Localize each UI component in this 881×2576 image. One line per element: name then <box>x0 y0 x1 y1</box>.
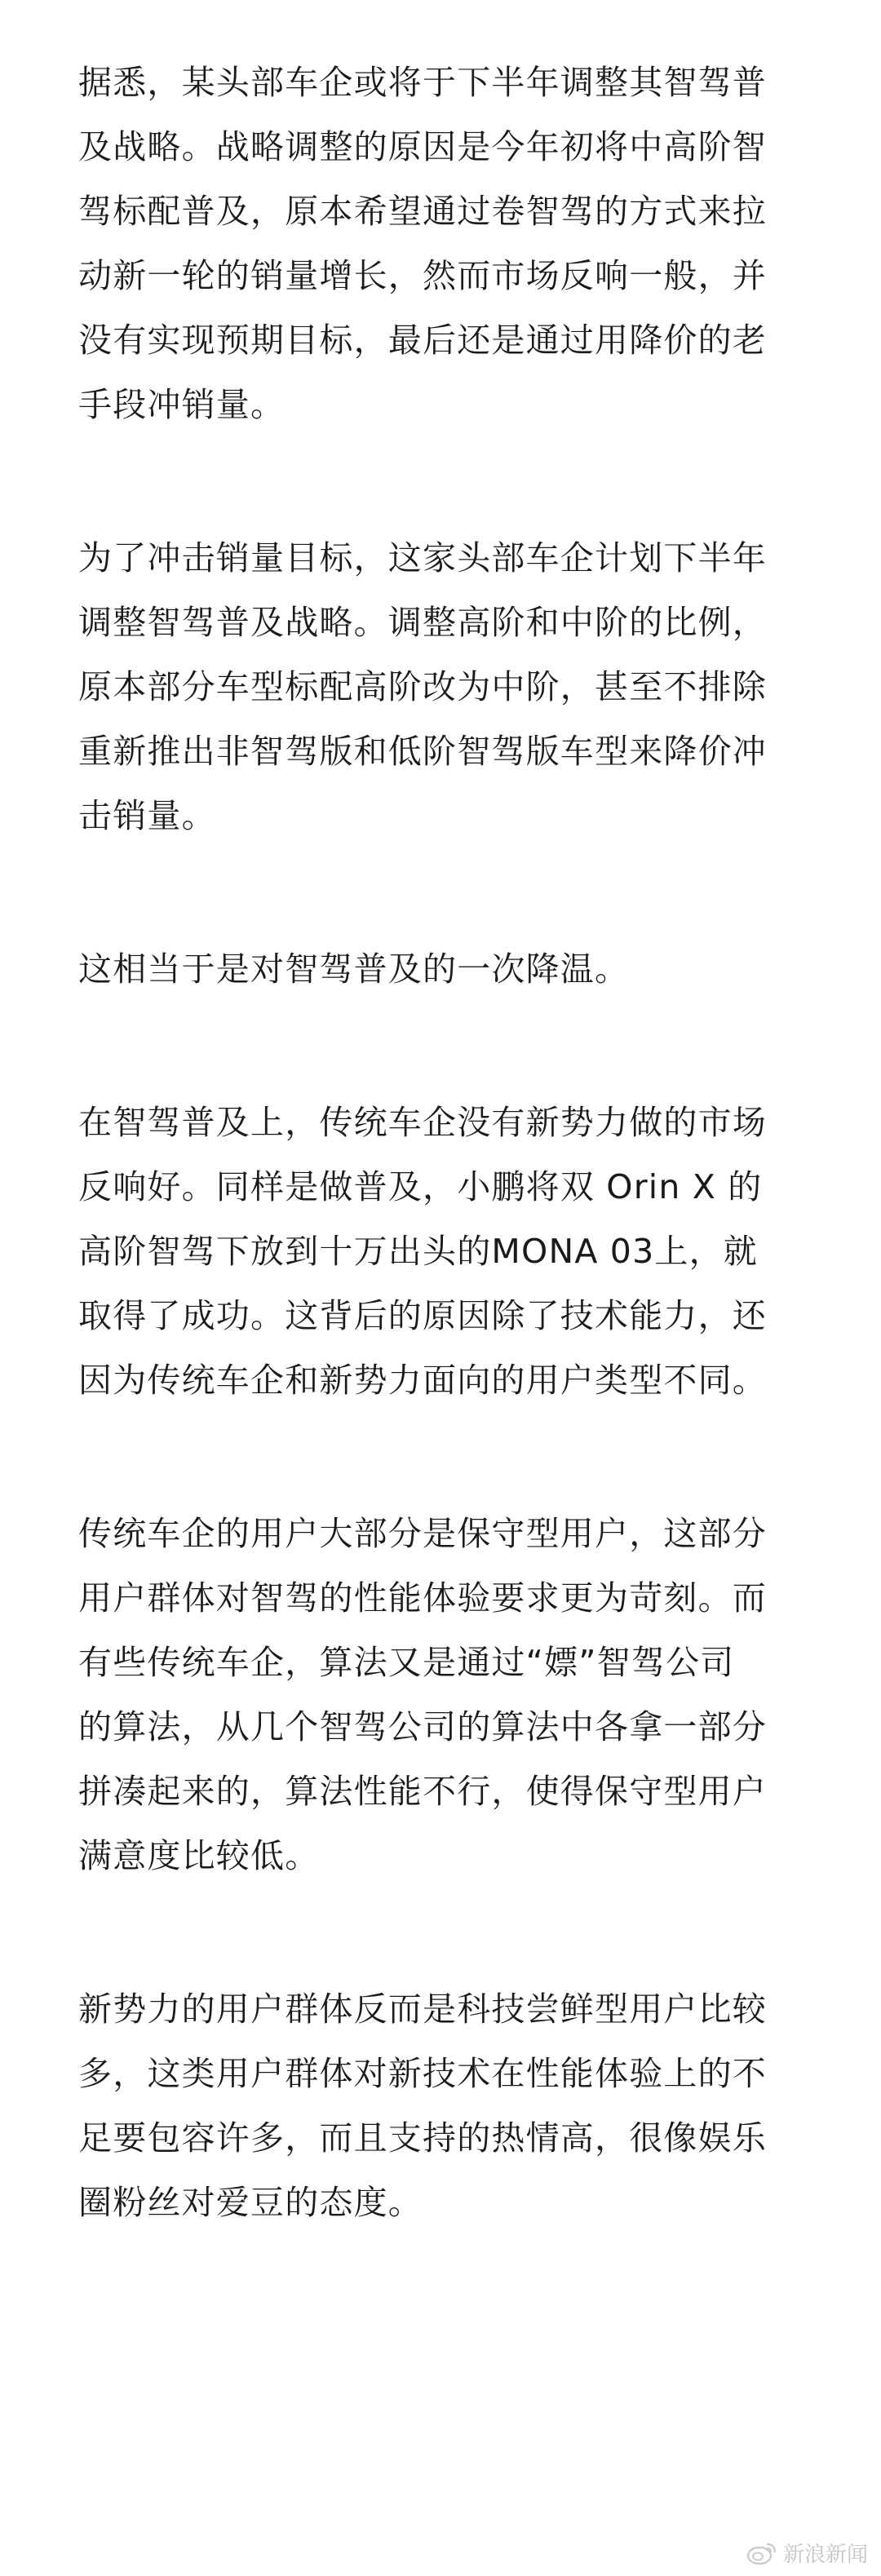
text-line: 因为传统车企和新势力面向的用户类型不同。 <box>78 1361 767 1400</box>
text-line: 击销量。 <box>78 796 216 835</box>
text-line: 传统车企的用户大部分是保守型用户，这部分 <box>78 1514 767 1553</box>
text-line: 有些传统车企，算法又是通过“嫖”智驾公司 <box>78 1643 735 1682</box>
weibo-logo-icon <box>746 2541 778 2565</box>
text-line: 重新推出非智驾版和低阶智驾版车型来降价冲 <box>78 732 767 771</box>
text-line: 多，这类用户群体对新技术在性能体验上的不 <box>78 2054 767 2093</box>
text-line: 满意度比较低。 <box>78 1836 320 1875</box>
article-body <box>78 51 812 2324</box>
text-line: 在智驾普及上，传统车企没有新势力做的市场 <box>78 1103 767 1142</box>
text-line: 为了冲击销量目标，这家头部车企计划下半年 <box>78 538 767 578</box>
text-line: 用户群体对智驾的性能体验要求更为苛刻。而 <box>78 1578 767 1618</box>
text-line: 高阶智驾下放到十万出头的MONA 03上，就 <box>78 1232 758 1271</box>
paragraph <box>78 1091 812 1413</box>
text-line: 圈粉丝对爱豆的态度。 <box>78 2183 423 2222</box>
text-line: 调整智驾普及战略。调整高阶和中阶的比例， <box>78 603 767 642</box>
text-line: 足要包容许多，而且支持的热情高，很像娱乐 <box>78 2118 767 2158</box>
text-line: 反响好。同样是做普及，小鹏将双 Orin X 的 <box>78 1167 763 1206</box>
text-line: 原本部分车型标配高阶改为中阶，甚至不排除 <box>78 667 767 706</box>
text-line: 据悉，某头部车企或将于下半年调整其智驾普 <box>78 63 767 102</box>
paragraph <box>78 937 812 1002</box>
paragraph <box>78 526 812 848</box>
text-line: 新势力的用户群体反而是科技尝鲜型用户比较 <box>78 1990 767 2029</box>
text-line: 没有实现预期目标，最后还是通过用降价的老 <box>78 321 767 360</box>
text-line: 动新一轮的销量增长，然而市场反响一般，并 <box>78 256 767 295</box>
paragraph <box>78 1977 812 2235</box>
text-line: 驾标配普及，原本希望通过卷智驾的方式来拉 <box>78 192 767 231</box>
paragraph <box>78 51 812 437</box>
text-line: 拼凑起来的，算法性能不行，使得保守型用户 <box>78 1772 767 1811</box>
text-line: 手段冲销量。 <box>78 385 286 424</box>
text-line: 这相当于是对智驾普及的一次降温。 <box>78 949 630 989</box>
text-line: 的算法，从几个智驾公司的算法中各拿一部分 <box>78 1707 767 1746</box>
text-line: 取得了成功。这背后的原因除了技术能力，还 <box>78 1296 767 1335</box>
watermark <box>746 2538 868 2568</box>
text-line: 及战略。战略调整的原因是今年初将中高阶智 <box>78 127 767 166</box>
watermark-text: 新浪新闻 <box>782 2543 868 2567</box>
paragraph <box>78 1502 812 1888</box>
